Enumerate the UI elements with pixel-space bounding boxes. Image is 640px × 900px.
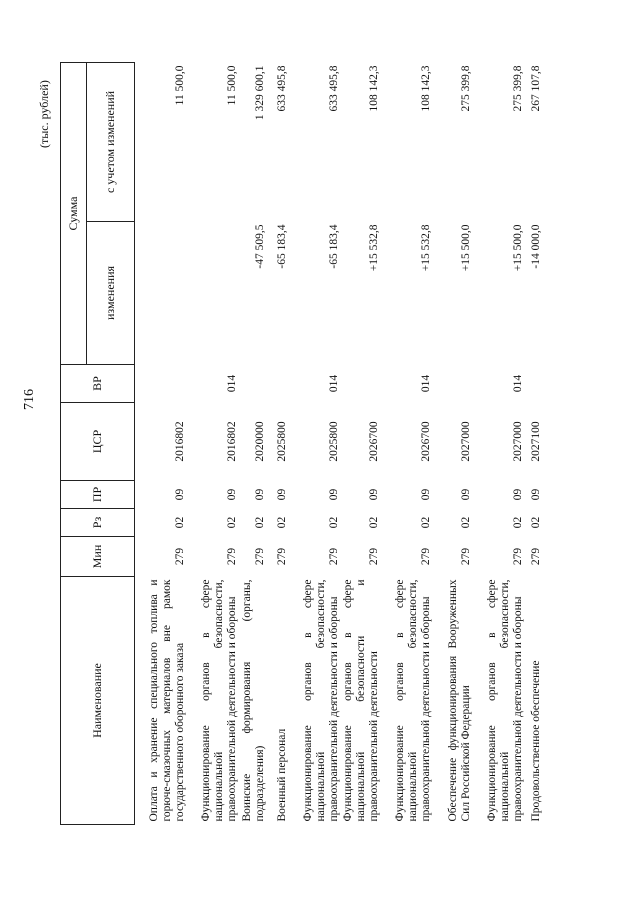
- row-min: 279: [327, 547, 340, 566]
- row-csr: 2016802: [225, 421, 238, 462]
- row-min: 279: [225, 547, 238, 566]
- row-changes: -65 183,4: [275, 224, 288, 269]
- table-row: [381, 62, 433, 824]
- table-row: [239, 62, 267, 824]
- budget-table: [60, 62, 543, 825]
- row-vr: [525, 365, 543, 403]
- row-pr: 09: [459, 488, 472, 501]
- col-header-name: Наименование: [61, 577, 135, 825]
- row-min: 279: [419, 547, 432, 566]
- row-vr: 014: [511, 374, 524, 393]
- row-name: Функционирование органов в сфере национальной безопасности, правоохранительной деятельности и обороны: [485, 579, 524, 822]
- table-row: [187, 62, 239, 824]
- row-pr: 09: [173, 488, 186, 501]
- row-with-changes: 108 142,3: [419, 65, 432, 112]
- row-rz: 02: [529, 516, 542, 529]
- row-changes: +15 500,0: [459, 224, 472, 272]
- row-pr: 09: [225, 488, 238, 501]
- row-csr: 2027100: [529, 421, 542, 462]
- row-csr: 2025800: [275, 421, 288, 462]
- row-vr: 014: [419, 374, 432, 393]
- row-vr: [341, 365, 381, 403]
- row-min: 279: [511, 547, 524, 566]
- row-name: Продовольственное обеспечение: [529, 660, 542, 822]
- col-header-summa: Сумма: [61, 62, 87, 364]
- row-rz: 02: [225, 516, 238, 529]
- row-min: 279: [275, 547, 288, 566]
- row-with-changes: 633 495,8: [275, 65, 288, 112]
- col-header-pr: ПР: [61, 481, 135, 509]
- row-changes: +15 532,8: [367, 224, 380, 272]
- row-name: Воинские формирования (органы, подразделения): [240, 579, 266, 822]
- row-min: 279: [253, 547, 266, 566]
- row-rz: 02: [173, 516, 186, 529]
- row-changes: [135, 222, 187, 365]
- row-min: 279: [529, 547, 542, 566]
- row-csr: 2027000: [459, 421, 472, 462]
- row-with-changes: 275 399,8: [459, 65, 472, 112]
- row-changes: [187, 222, 239, 365]
- row-rz: 02: [459, 516, 472, 529]
- row-changes: -14 000,0: [529, 224, 542, 269]
- row-min: 279: [173, 547, 186, 566]
- row-vr: 014: [225, 374, 238, 393]
- col-header-min: Мин: [61, 537, 135, 577]
- col-header-csr: ЦСР: [61, 403, 135, 481]
- col-header-vr: ВР: [61, 365, 135, 403]
- row-csr: 2020000: [253, 421, 266, 462]
- row-name: Оплата и хранение специального топлива и горюче-смазочных материалов вне рамок государственного оборонного заказа: [147, 579, 186, 822]
- row-csr: 2016802: [173, 421, 186, 462]
- row-changes: -47 509,5: [253, 224, 266, 269]
- row-vr: [239, 365, 267, 403]
- row-with-changes: 11 500,0: [173, 65, 186, 106]
- table-row: [289, 62, 341, 824]
- table-row: [473, 62, 525, 824]
- table-row: [433, 62, 473, 824]
- row-vr: [433, 365, 473, 403]
- row-with-changes: 633 495,8: [327, 65, 340, 112]
- row-csr: 2025800: [327, 421, 340, 462]
- row-rz: 02: [367, 516, 380, 529]
- table-body: [135, 62, 543, 824]
- row-pr: 09: [327, 488, 340, 501]
- table-row: [267, 62, 289, 824]
- row-vr: 014: [327, 374, 340, 393]
- row-with-changes: 1 329 600,1: [253, 65, 266, 121]
- row-name: Функционирование органов в сфере национальной безопасности и правоохранительной деятельности: [341, 579, 380, 822]
- row-rz: 02: [327, 516, 340, 529]
- row-min: 279: [459, 547, 472, 566]
- row-name: Функционирование органов в сфере национальной безопасности, правоохранительной деятельности и обороны: [199, 579, 238, 822]
- row-rz: 02: [419, 516, 432, 529]
- row-vr: [267, 365, 289, 403]
- row-pr: 09: [419, 488, 432, 501]
- row-with-changes: 11 500,0: [225, 65, 238, 106]
- row-changes: -65 183,4: [327, 224, 340, 269]
- row-changes: +15 532,8: [419, 224, 432, 272]
- row-rz: 02: [253, 516, 266, 529]
- table-row: [525, 62, 543, 824]
- row-csr: 2026700: [419, 421, 432, 462]
- row-rz: 02: [511, 516, 524, 529]
- table-row: [341, 62, 381, 824]
- units-label: (тыс. рублей): [37, 80, 51, 148]
- row-with-changes: 108 142,3: [367, 65, 380, 112]
- table-row: [135, 62, 187, 824]
- row-name: Функционирование органов в сфере национальной безопасности, правоохранительной деятельности и обороны: [301, 579, 340, 822]
- col-header-with-changes: с учетом изменений: [87, 62, 135, 221]
- row-pr: 09: [253, 488, 266, 501]
- row-pr: 09: [529, 488, 542, 501]
- row-csr: 2027000: [511, 421, 524, 462]
- col-header-changes: изменения: [87, 222, 135, 365]
- row-name: Военный персонал: [275, 728, 288, 822]
- row-name: Функционирование органов в сфере национальной безопасности, правоохранительной деятельности и обороны: [393, 579, 432, 822]
- row-with-changes: 275 399,8: [511, 65, 524, 112]
- row-min: 279: [367, 547, 380, 566]
- row-pr: 09: [367, 488, 380, 501]
- row-pr: 09: [275, 488, 288, 501]
- row-changes: +15 500,0: [511, 224, 524, 272]
- row-pr: 09: [511, 488, 524, 501]
- page-number: 716: [22, 389, 37, 410]
- row-csr: 2026700: [367, 421, 380, 462]
- row-rz: 02: [275, 516, 288, 529]
- col-header-rz: Рз: [61, 509, 135, 537]
- row-name: Обеспечение функционирования Вооруженных Сил Российской Федерации: [446, 579, 472, 822]
- row-with-changes: 267 107,8: [529, 65, 542, 112]
- row-vr: [135, 365, 187, 403]
